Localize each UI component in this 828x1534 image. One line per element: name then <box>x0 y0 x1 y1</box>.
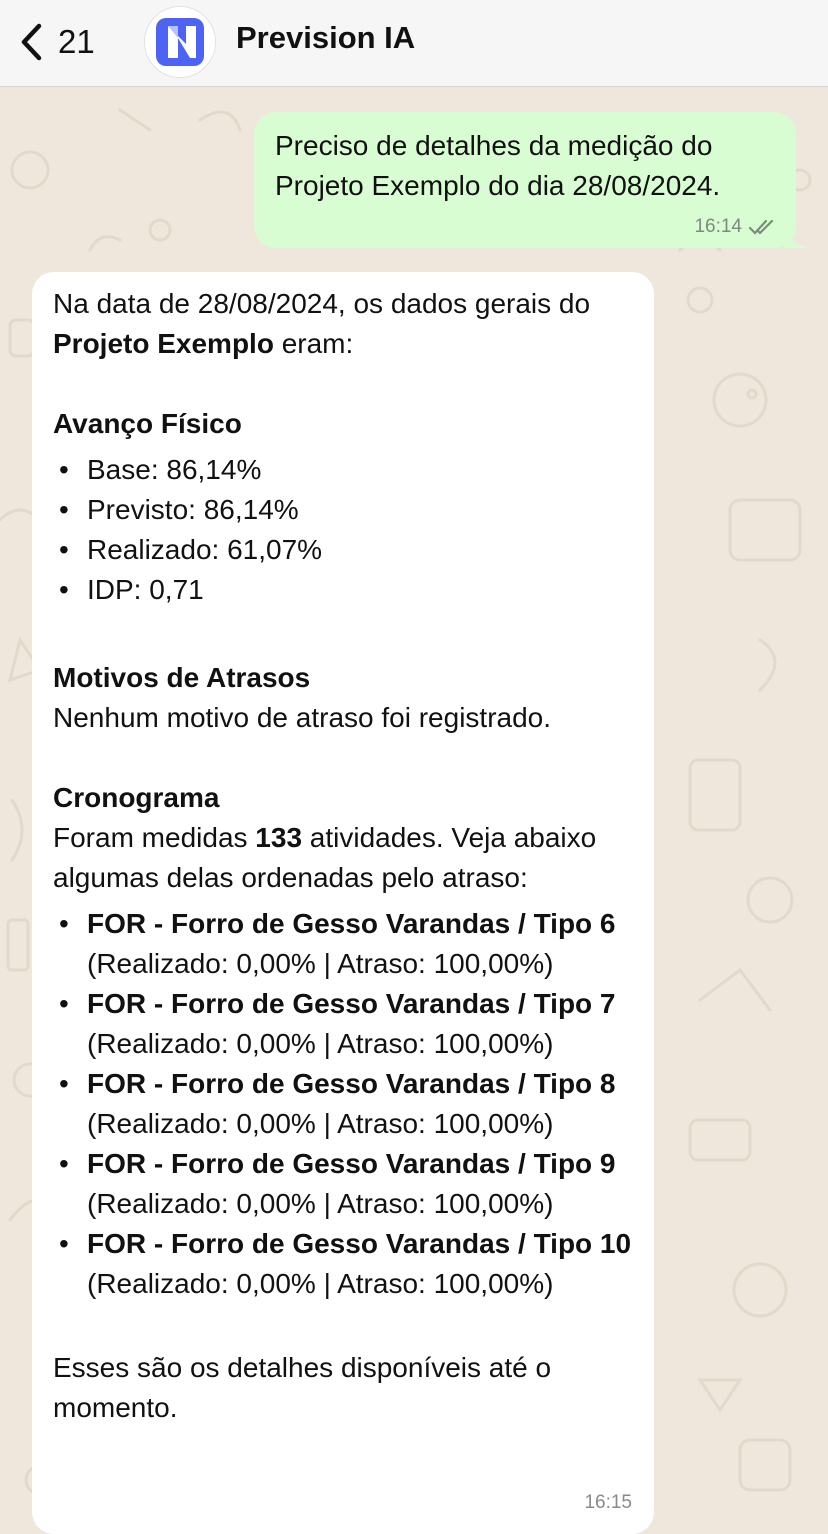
activity-name: FOR - Forro de Gesso Varandas / Tipo 7 <box>87 988 616 1019</box>
prevision-logo-icon <box>154 16 206 68</box>
crono-suffix: atividades. Veja abaixo algumas delas ordenadas pelo atraso: <box>53 822 597 893</box>
avatar[interactable] <box>144 6 216 78</box>
intro-paragraph <box>53 284 632 364</box>
activity-count: 133 <box>255 822 303 853</box>
crono-prefix: Foram medidas <box>53 822 256 853</box>
activity-name: FOR - Forro de Gesso Varandas / Tipo 8 <box>87 1068 616 1099</box>
list-item: • Base: 86,14% <box>53 450 632 490</box>
activity-item <box>53 1224 632 1304</box>
back-button[interactable] <box>18 18 110 66</box>
outgoing-message-meta <box>694 216 776 238</box>
outgoing-message-bubble[interactable] <box>254 112 796 248</box>
activity-detail: (Realizado: 0,00% | Atraso: 100,00%) <box>87 1108 554 1139</box>
chevron-left-icon <box>18 22 44 62</box>
bubble-tail <box>784 224 810 248</box>
incoming-message-bubble[interactable] <box>32 272 654 1534</box>
activity-name: FOR - Forro de Gesso Varandas / Tipo 6 <box>87 908 616 939</box>
cronograma-text <box>53 818 632 898</box>
motivos-text: Nenhum motivo de atraso foi registrado. <box>53 702 552 733</box>
avanco-list <box>53 450 632 610</box>
list-item: • IDP: 0,71 <box>53 570 632 610</box>
intro-suffix: eram: <box>273 328 354 359</box>
chat-header <box>0 0 828 87</box>
activity-name: FOR - Forro de Gesso Varandas / Tipo 10 <box>87 1228 632 1259</box>
activity-detail: (Realizado: 0,00% | Atraso: 100,00%) <box>87 1188 554 1219</box>
activity-item <box>53 1144 632 1224</box>
unread-count: 21 <box>58 23 95 60</box>
project-name: Projeto Exemplo <box>53 328 274 359</box>
activity-item <box>53 984 632 1064</box>
contact-name[interactable]: Prevision IA <box>236 20 416 55</box>
outgoing-message-time: 16:14 <box>694 216 742 237</box>
closing-text: Esses são os detalhes disponíveis até o momento. <box>53 1352 552 1423</box>
activity-name: FOR - Forro de Gesso Varandas / Tipo 9 <box>87 1148 616 1179</box>
activity-item <box>53 1064 632 1144</box>
activity-detail: (Realizado: 0,00% | Atraso: 100,00%) <box>87 948 554 979</box>
motivos-heading: Motivos de Atrasos <box>53 662 311 693</box>
double-check-icon <box>748 218 776 236</box>
activities-list <box>53 904 632 1304</box>
incoming-message-time: 16:15 <box>584 1492 632 1513</box>
list-item: • Realizado: 61,07% <box>53 530 632 570</box>
activity-detail: (Realizado: 0,00% | Atraso: 100,00%) <box>87 1028 554 1059</box>
intro-prefix: Na data de 28/08/2024, os dados gerais do <box>53 288 591 319</box>
outgoing-message-text: Preciso de detalhes da medição do Projeto Exemplo do dia 28/08/2024. <box>275 130 721 201</box>
activity-detail: (Realizado: 0,00% | Atraso: 100,00%) <box>87 1268 554 1299</box>
avanco-heading: Avanço Físico <box>53 408 242 439</box>
cronograma-heading: Cronograma <box>53 782 220 813</box>
activity-item <box>53 904 632 984</box>
list-item: • Previsto: 86,14% <box>53 490 632 530</box>
